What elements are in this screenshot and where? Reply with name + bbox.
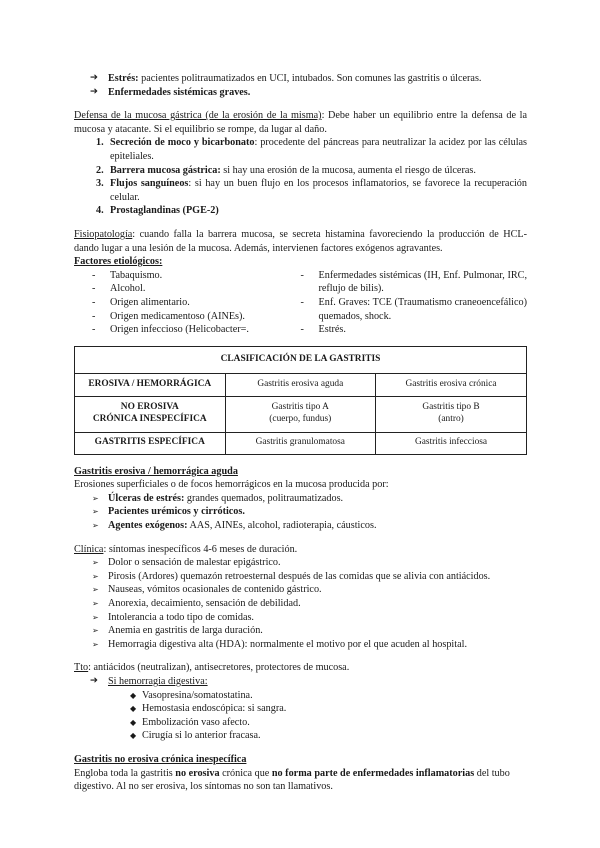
factores-heading: Factores etiológicos: bbox=[74, 256, 163, 268]
list-item: ➢ Nauseas, vómitos ocasionales de contenido gástrico. bbox=[74, 583, 527, 597]
triangle-icon: ➢ bbox=[92, 599, 99, 609]
list-item: - Estrés. bbox=[300, 324, 346, 336]
tto-paragraph: Tto: antiácidos (neutralizan), antisecretores, protectores de mucosa. bbox=[74, 662, 350, 674]
list-item: - Enfermedades sistémicas (IH, Enf. Pulmonar, IRC, reflujo de bilis). bbox=[300, 269, 527, 295]
list-item: ➔ Enfermedades sistémicas graves. bbox=[74, 86, 527, 100]
list-item: ➢ Hemorragia digestiva alta (HDA): normalmente el motivo por el que acuden al hospital. bbox=[74, 638, 527, 652]
list-item: ◆ Embolización vaso afecto. bbox=[74, 716, 527, 730]
list-item: - Tabaquismo. bbox=[92, 269, 163, 281]
triangle-icon: ➢ bbox=[92, 639, 99, 649]
classification-table bbox=[74, 346, 527, 455]
list-item: ➢ Agentes exógenos: AAS, AINEs, alcohol, radioterapia, cáusticos. bbox=[74, 519, 527, 533]
triangle-icon: ➢ bbox=[92, 521, 99, 531]
diamond-icon: ◆ bbox=[130, 690, 137, 700]
table-row: GASTRITIS ESPECÍFICA Gastritis granulomatosa Gastritis infecciosa bbox=[75, 432, 527, 454]
list-item: 1. Secreción de moco y bicarbonato: procedente del páncreas para neutralizar la acidez por las células epiteliales. bbox=[96, 137, 528, 162]
table-row: NO EROSIVA CRÓNICA INESPECÍFICA Gastritis tipo A (cuerpo, fundus) Gastritis tipo B (antro) bbox=[75, 396, 527, 432]
list-item: ➢ Pacientes urémicos y cirróticos. bbox=[74, 505, 527, 519]
diamond-icon: ◆ bbox=[130, 731, 137, 741]
list-item: ➔ Si hemorragia digestiva: bbox=[74, 675, 527, 689]
triangle-icon: ➢ bbox=[92, 493, 99, 503]
list-item: ➢ Anemia en gastritis de larga duración. bbox=[74, 624, 527, 638]
erosiva-heading: Gastritis erosiva / hemorrágica aguda bbox=[74, 465, 238, 477]
table-row: EROSIVA / HEMORRÁGICA Gastritis erosiva aguda Gastritis erosiva crónica bbox=[75, 373, 527, 396]
list-item: ◆ Hemostasia endoscópica: si sangra. bbox=[74, 702, 527, 716]
diamond-icon: ◆ bbox=[130, 717, 137, 727]
erosiva-intro: Erosiones superficiales o de focos hemorrágicos en la mucosa producida por: bbox=[74, 479, 389, 491]
triangle-icon: ➢ bbox=[92, 558, 99, 568]
arrow-icon: ➔ bbox=[90, 676, 98, 686]
factores-left bbox=[74, 269, 301, 337]
arrow-icon: ➔ bbox=[90, 73, 98, 83]
defense-heading: Defensa de la mucosa gástrica (de la erosión de la misma) bbox=[74, 110, 322, 122]
no-erosiva-paragraph: Engloba toda la gastritis no erosiva crónica que no forma parte de enfermedades inflamatorias del tubo digestivo. Al no ser erosiva, los síntomas no son tan llamativos. bbox=[74, 767, 510, 793]
fisio-paragraph: Fisiopatología: cuando falla la barrera mucosa, se secreta histamina favoreciendo la producción de HCL- dando lugar a una lesión de la mucosa. Además, intervienen factores exógenos agravantes. bbox=[74, 228, 527, 254]
triangle-icon: ➢ bbox=[92, 626, 99, 636]
diamond-icon: ◆ bbox=[130, 704, 137, 714]
list-item: - Origen alimentario. bbox=[92, 296, 190, 308]
list-item: - Alcohol. bbox=[92, 283, 146, 295]
no-erosiva-heading: Gastritis no erosiva crónica inespecífica bbox=[74, 753, 247, 765]
list-item: ➢ Intolerancia a todo tipo de comidas. bbox=[74, 611, 527, 625]
list-item: - Enf. Graves: TCE (Traumatismo craneoencefálico) quemados, shock. bbox=[300, 296, 527, 322]
triangle-icon: ➢ bbox=[92, 507, 99, 517]
table-title: CLASIFICACIÓN DE LA GASTRITIS bbox=[75, 346, 527, 373]
list-item: ➢ Dolor o sensación de malestar epigástrico. bbox=[74, 556, 527, 570]
defense-paragraph: Defensa de la mucosa gástrica (de la erosión de la misma): Debe haber un equilibrio entre la defensa de la mucosa y atacante. Si el equilibrio se rompe, da lugar al daño. bbox=[74, 110, 527, 135]
factores-right bbox=[301, 269, 528, 337]
list-item: - Origen medicamentoso (AINEs). bbox=[92, 310, 245, 322]
factores-columns bbox=[74, 269, 527, 337]
clinica-paragraph: Clínica: síntomas inespecíficos 4-6 meses de duración. bbox=[74, 543, 298, 555]
triangle-icon: ➢ bbox=[92, 571, 99, 581]
document-page bbox=[74, 72, 527, 794]
triangle-icon: ➢ bbox=[92, 585, 99, 595]
list-item: ➢ Úlceras de estrés: grandes quemados, politraumatizados. bbox=[74, 492, 527, 506]
fisio-heading: Fisiopatología bbox=[74, 228, 133, 240]
clinica-heading: Clínica bbox=[74, 543, 104, 555]
list-item: ◆ Vasopresina/somatostatina. bbox=[74, 689, 527, 703]
tto-heading: Tto bbox=[74, 662, 89, 674]
list-item: ➔ Estrés: pacientes politraumatizados en UCI, intubados. Son comunes las gastritis o úlceras. bbox=[74, 72, 527, 86]
arrow-icon: ➔ bbox=[90, 86, 98, 97]
list-item: 3. Flujos sanguíneos: si hay un buen flujo en los procesos inflamatorios, se favorece la recuperación celular. bbox=[96, 178, 527, 203]
list-item: 2. Barrera mucosa gástrica: si hay una erosión de la mucosa, aumenta el riesgo de úlceras. bbox=[96, 164, 476, 176]
list-item: ➢ Anorexia, decaimiento, sensación de debilidad. bbox=[74, 597, 527, 611]
list-item: ➢ Pirosis (Ardores) quemazón retroesternal después de las comidas que se alivia con antiácidos. bbox=[74, 570, 527, 584]
list-item: - Origen infeccioso (Helicobacter=. bbox=[92, 324, 249, 336]
list-item: ◆ Cirugía si lo anterior fracasa. bbox=[74, 729, 527, 743]
list-item: 4. Prostaglandinas (PGE-2) bbox=[96, 205, 219, 217]
triangle-icon: ➢ bbox=[92, 612, 99, 622]
